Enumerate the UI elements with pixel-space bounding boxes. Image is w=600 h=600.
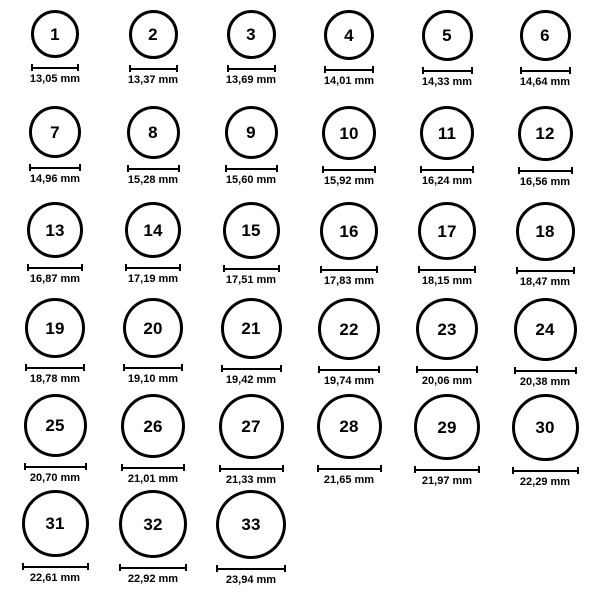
ring-size-label: 4: [344, 25, 354, 45]
ring-measurement: [320, 266, 378, 287]
ring-size-label: 28: [339, 417, 359, 436]
ring-circle: [420, 106, 474, 160]
ring-measurement: [121, 464, 185, 485]
ring-diameter-label: 15,28 mm: [127, 174, 179, 186]
caliper-icon: [227, 65, 276, 72]
ring-size-label: 17: [437, 221, 457, 241]
caliper-icon: [129, 65, 178, 72]
ring-size-cell: [202, 202, 300, 298]
caliper-icon: [512, 467, 579, 474]
ring-circle: [123, 298, 183, 358]
ring-diameter-label: 20,06 mm: [421, 375, 473, 387]
caliper-icon: [119, 564, 187, 571]
caliper-icon: [422, 67, 473, 74]
ring-size-label: 20: [143, 318, 163, 338]
ring-size-label: 18: [535, 222, 555, 241]
ring-size-label: 30: [535, 418, 555, 437]
ring-circle: [416, 298, 478, 360]
ring-circle: [219, 394, 284, 459]
ring-size-label: 23: [437, 319, 457, 339]
ring-size-label: 15: [241, 221, 261, 240]
ring-diameter-label: 18,15 mm: [421, 275, 473, 287]
ring-size-label: 24: [535, 320, 555, 339]
ring-circle: [121, 394, 185, 458]
ring-size-cell: [496, 202, 594, 298]
caliper-icon: [322, 166, 376, 173]
ring-size-cell: [398, 106, 496, 202]
ring-circle: [29, 106, 81, 158]
ring-size-cell: [104, 10, 202, 106]
ring-size-cell: [6, 10, 104, 106]
ring-diameter-label: 21,65 mm: [323, 474, 375, 486]
ring-size-cell: [300, 202, 398, 298]
ring-measurement: [520, 67, 571, 88]
ring-size-cell: [398, 10, 496, 106]
caliper-icon: [127, 165, 180, 172]
ring-circle: [125, 202, 181, 258]
ring-measurement: [223, 265, 280, 286]
caliper-icon: [420, 166, 474, 173]
ring-circle: [227, 10, 276, 59]
caliper-icon: [317, 465, 382, 472]
ring-size-cell: [300, 106, 398, 202]
ring-diameter-label: 13,37 mm: [127, 74, 179, 86]
ring-size-cell: [300, 394, 398, 490]
ring-size-cell: [104, 298, 202, 394]
ring-size-label: 31: [45, 514, 65, 533]
ring-measurement: [29, 164, 81, 185]
ring-size-label: 2: [148, 25, 158, 44]
ring-size-label: 3: [246, 25, 256, 44]
ring-measurement: [25, 364, 85, 385]
caliper-icon: [125, 264, 181, 271]
ring-size-cell: [104, 490, 202, 586]
ring-circle: [22, 490, 89, 557]
ring-measurement: [512, 467, 579, 488]
ring-circle: [320, 202, 378, 260]
ring-measurement: [414, 466, 480, 487]
ring-size-label: 5: [442, 26, 452, 45]
ring-size-label: 7: [50, 122, 60, 142]
ring-size-cell: [202, 298, 300, 394]
ring-circle: [31, 10, 79, 58]
ring-diameter-label: 13,69 mm: [225, 74, 277, 86]
ring-measurement: [128, 65, 178, 86]
ring-size-cell: [104, 394, 202, 490]
ring-diameter-label: 21,01 mm: [127, 473, 179, 485]
ring-circle: [225, 106, 278, 159]
ring-size-label: 10: [339, 123, 359, 143]
caliper-icon: [27, 264, 83, 271]
ring-diameter-label: 19,42 mm: [225, 374, 277, 386]
ring-diameter-label: 16,87 mm: [29, 273, 81, 285]
ring-circle: [27, 202, 83, 258]
ring-diameter-label: 19,74 mm: [323, 375, 375, 387]
ring-measurement: [225, 165, 278, 186]
ring-size-cell: [6, 298, 104, 394]
ring-measurement: [516, 267, 575, 288]
ring-circle: [25, 298, 85, 358]
ring-size-label: 8: [148, 123, 158, 142]
ring-diameter-label: 17,51 mm: [225, 274, 277, 286]
ring-circle: [216, 490, 286, 559]
caliper-icon: [223, 265, 280, 272]
caliper-icon: [25, 364, 85, 371]
ring-size-label: 9: [246, 123, 256, 142]
caliper-icon: [121, 464, 185, 471]
caliper-icon: [221, 365, 282, 372]
ring-size-cell: [300, 10, 398, 106]
ring-circle: [221, 298, 282, 359]
ring-circle: [318, 298, 380, 360]
ring-diameter-label: 17,19 mm: [127, 273, 179, 285]
ring-circle: [414, 394, 480, 460]
ring-measurement: [22, 563, 89, 584]
ring-circle: [127, 106, 180, 159]
ring-diameter-label: 18,47 mm: [519, 276, 571, 288]
ring-measurement: [324, 66, 374, 87]
ring-circle: [520, 10, 571, 61]
ring-diameter-label: 14,64 mm: [519, 76, 571, 88]
ring-size-label: 25: [45, 416, 65, 435]
ring-measurement: [422, 67, 473, 88]
ring-diameter-label: 15,60 mm: [225, 174, 277, 186]
ring-size-cell: [6, 202, 104, 298]
ring-circle: [324, 10, 374, 60]
ring-measurement: [226, 65, 276, 86]
caliper-icon: [418, 266, 476, 273]
ring-measurement: [221, 365, 282, 386]
ring-size-cell: [398, 298, 496, 394]
ring-diameter-label: 14,96 mm: [29, 173, 81, 185]
ring-circle: [518, 106, 573, 161]
caliper-icon: [216, 565, 286, 572]
ring-size-cell: [202, 394, 300, 490]
ring-size-label: 27: [241, 417, 261, 436]
ring-measurement: [416, 366, 478, 387]
ring-size-cell: [496, 106, 594, 202]
ring-size-cell: [202, 490, 300, 586]
caliper-icon: [514, 367, 577, 374]
caliper-icon: [22, 563, 89, 570]
ring-size-cell: [398, 394, 496, 490]
caliper-icon: [24, 463, 87, 470]
caliper-icon: [416, 366, 478, 373]
ring-diameter-label: 20,70 mm: [29, 472, 81, 484]
ring-diameter-label: 16,56 mm: [519, 176, 571, 188]
ring-measurement: [30, 64, 80, 85]
ring-measurement: [127, 165, 180, 186]
ring-size-label: 16: [339, 221, 359, 241]
ring-circle: [516, 202, 575, 261]
ring-size-cell: [496, 10, 594, 106]
ring-diameter-label: 16,24 mm: [421, 175, 473, 187]
ring-measurement: [27, 264, 83, 285]
caliper-icon: [518, 167, 573, 174]
ring-measurement: [317, 465, 382, 486]
caliper-icon: [520, 67, 571, 74]
ring-circle: [322, 106, 376, 160]
ring-circle: [418, 202, 476, 260]
ring-size-cell: [6, 490, 104, 586]
ring-size-label: 19: [45, 318, 65, 338]
caliper-icon: [324, 66, 374, 73]
caliper-icon: [225, 165, 278, 172]
caliper-icon: [414, 466, 480, 473]
ring-circle: [129, 10, 178, 59]
ring-size-cell: [496, 394, 594, 490]
ring-measurement: [216, 565, 286, 586]
ring-circle: [422, 10, 473, 61]
ring-size-cell: [398, 202, 496, 298]
ring-size-cell: [496, 298, 594, 394]
ring-size-label: 21: [241, 319, 261, 338]
ring-measurement: [518, 167, 573, 188]
ring-size-label: 13: [45, 220, 65, 240]
ring-diameter-label: 22,29 mm: [519, 476, 571, 488]
ring-circle: [223, 202, 280, 259]
ring-diameter-label: 13,05 mm: [29, 73, 81, 85]
ring-diameter-label: 21,33 mm: [225, 474, 277, 486]
ring-diameter-label: 23,94 mm: [225, 574, 277, 586]
ring-measurement: [125, 264, 181, 285]
ring-size-label: 26: [143, 416, 163, 436]
ring-size-cell: [202, 10, 300, 106]
ring-diameter-label: 14,33 mm: [421, 76, 473, 88]
ring-diameter-label: 22,61 mm: [29, 572, 81, 584]
ring-measurement: [119, 564, 187, 585]
ring-diameter-label: 17,83 mm: [323, 275, 375, 287]
ring-measurement: [219, 465, 284, 486]
ring-diameter-label: 14,01 mm: [323, 75, 375, 87]
ring-diameter-label: 20,38 mm: [519, 376, 571, 388]
ring-size-cell: [104, 106, 202, 202]
ring-circle: [119, 490, 187, 558]
caliper-icon: [29, 164, 81, 171]
caliper-icon: [516, 267, 575, 274]
ring-size-label: 22: [339, 319, 359, 339]
ring-measurement: [24, 463, 87, 484]
ring-diameter-label: 22,92 mm: [127, 573, 179, 585]
ring-circle: [512, 394, 579, 461]
caliper-icon: [219, 465, 284, 472]
ring-measurement: [318, 366, 380, 387]
ring-size-label: 1: [50, 24, 60, 44]
ring-diameter-label: 19,10 mm: [127, 373, 179, 385]
caliper-icon: [31, 64, 79, 71]
ring-measurement: [420, 166, 474, 187]
ring-diameter-label: 18,78 mm: [29, 373, 81, 385]
caliper-icon: [318, 366, 380, 373]
ring-measurement: [418, 266, 476, 287]
ring-size-cell: [202, 106, 300, 202]
ring-size-label: 29: [437, 417, 457, 437]
caliper-icon: [320, 266, 378, 273]
ring-size-cell: [104, 202, 202, 298]
ring-size-cell: [6, 394, 104, 490]
ring-size-label: 32: [143, 514, 163, 534]
ring-size-cell: [6, 106, 104, 202]
ring-measurement: [123, 364, 183, 385]
ring-measurement: [322, 166, 376, 187]
ring-circle: [24, 394, 87, 457]
ring-size-label: 11: [437, 123, 457, 143]
ring-size-label: 12: [535, 124, 555, 143]
ring-circle: [514, 298, 577, 361]
ring-circle: [317, 394, 382, 459]
ring-size-label: 6: [540, 26, 550, 45]
ring-size-label: 33: [241, 515, 261, 534]
ring-measurement: [514, 367, 577, 388]
ring-diameter-label: 21,97 mm: [421, 475, 473, 487]
ring-size-cell: [300, 298, 398, 394]
caliper-icon: [123, 364, 183, 371]
ring-size-label: 14: [143, 220, 163, 240]
ring-diameter-label: 15,92 mm: [323, 175, 375, 187]
